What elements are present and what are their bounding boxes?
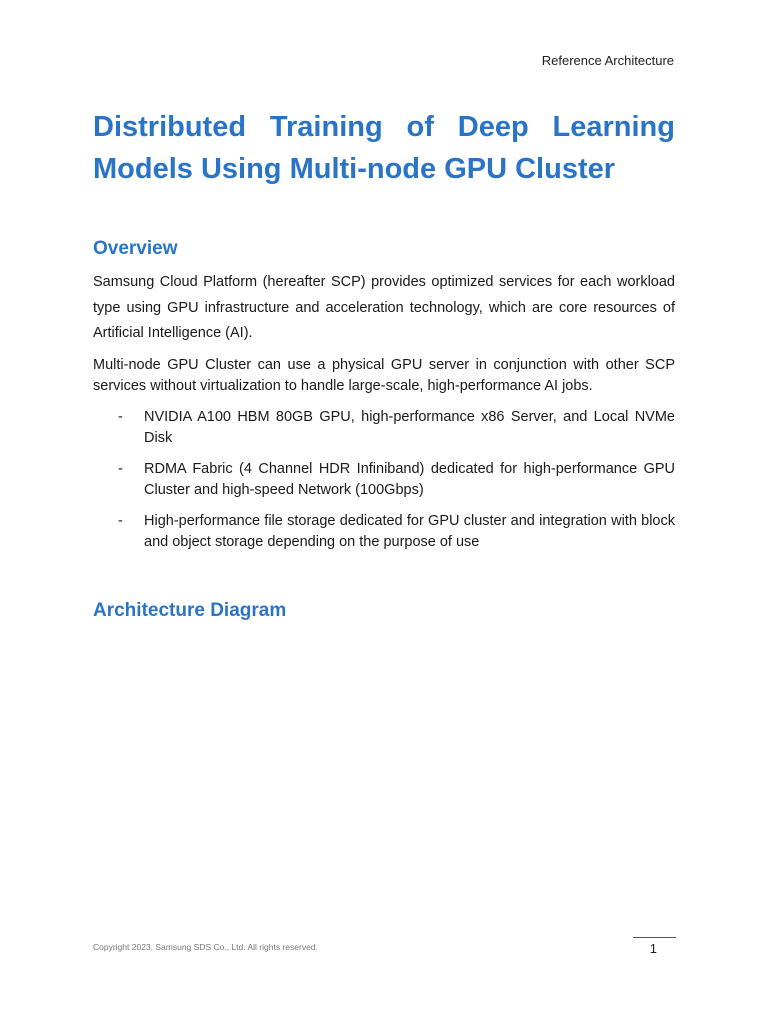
page-number: 1 [649, 941, 657, 956]
list-item [93, 459, 675, 501]
overview-heading: Overview [93, 238, 178, 259]
list-item-text: RDMA Fabric (4 Channel HDR Infiniband) dedicated for high-performance GPU Cluster and high-speed Network (100Gbps) [144, 461, 675, 498]
list-item [93, 407, 675, 449]
document-title-line-2: Models Using Multi-node GPU Cluster [93, 153, 616, 185]
document-title [93, 106, 675, 190]
document-title-line-1: Distributed Training of Deep Learning [93, 111, 675, 143]
overview-paragraph-1: Samsung Cloud Platform (hereafter SCP) provides optimized services for each workload type using GPU infrastructure and acceleration technology, which are core resources of Artificial Intelligence (AI). [93, 274, 675, 341]
footer-divider [633, 937, 676, 938]
bullet-dash: - [118, 409, 123, 425]
bullet-dash: - [118, 461, 123, 477]
architecture-diagram-heading: Architecture Diagram [93, 600, 287, 621]
overview-paragraph-2: Multi-node GPU Cluster can use a physical GPU server in conjunction with other SCP services without virtualization to handle large-scale, high-performance AI jobs. [93, 357, 675, 394]
running-header: Reference Architecture [541, 53, 674, 68]
footer-copyright: Copyright 2023. Samsung SDS Co., Ltd. All rights reserved. [93, 942, 318, 952]
list-item-text: High-performance file storage dedicated for GPU cluster and integration with block and object storage depending on the purpose of use [144, 513, 675, 550]
list-item-text: NVIDIA A100 HBM 80GB GPU, high-performance x86 Server, and Local NVMe Disk [144, 409, 675, 446]
bullet-dash: - [118, 513, 123, 529]
feature-list [93, 407, 675, 563]
list-item [93, 511, 675, 553]
